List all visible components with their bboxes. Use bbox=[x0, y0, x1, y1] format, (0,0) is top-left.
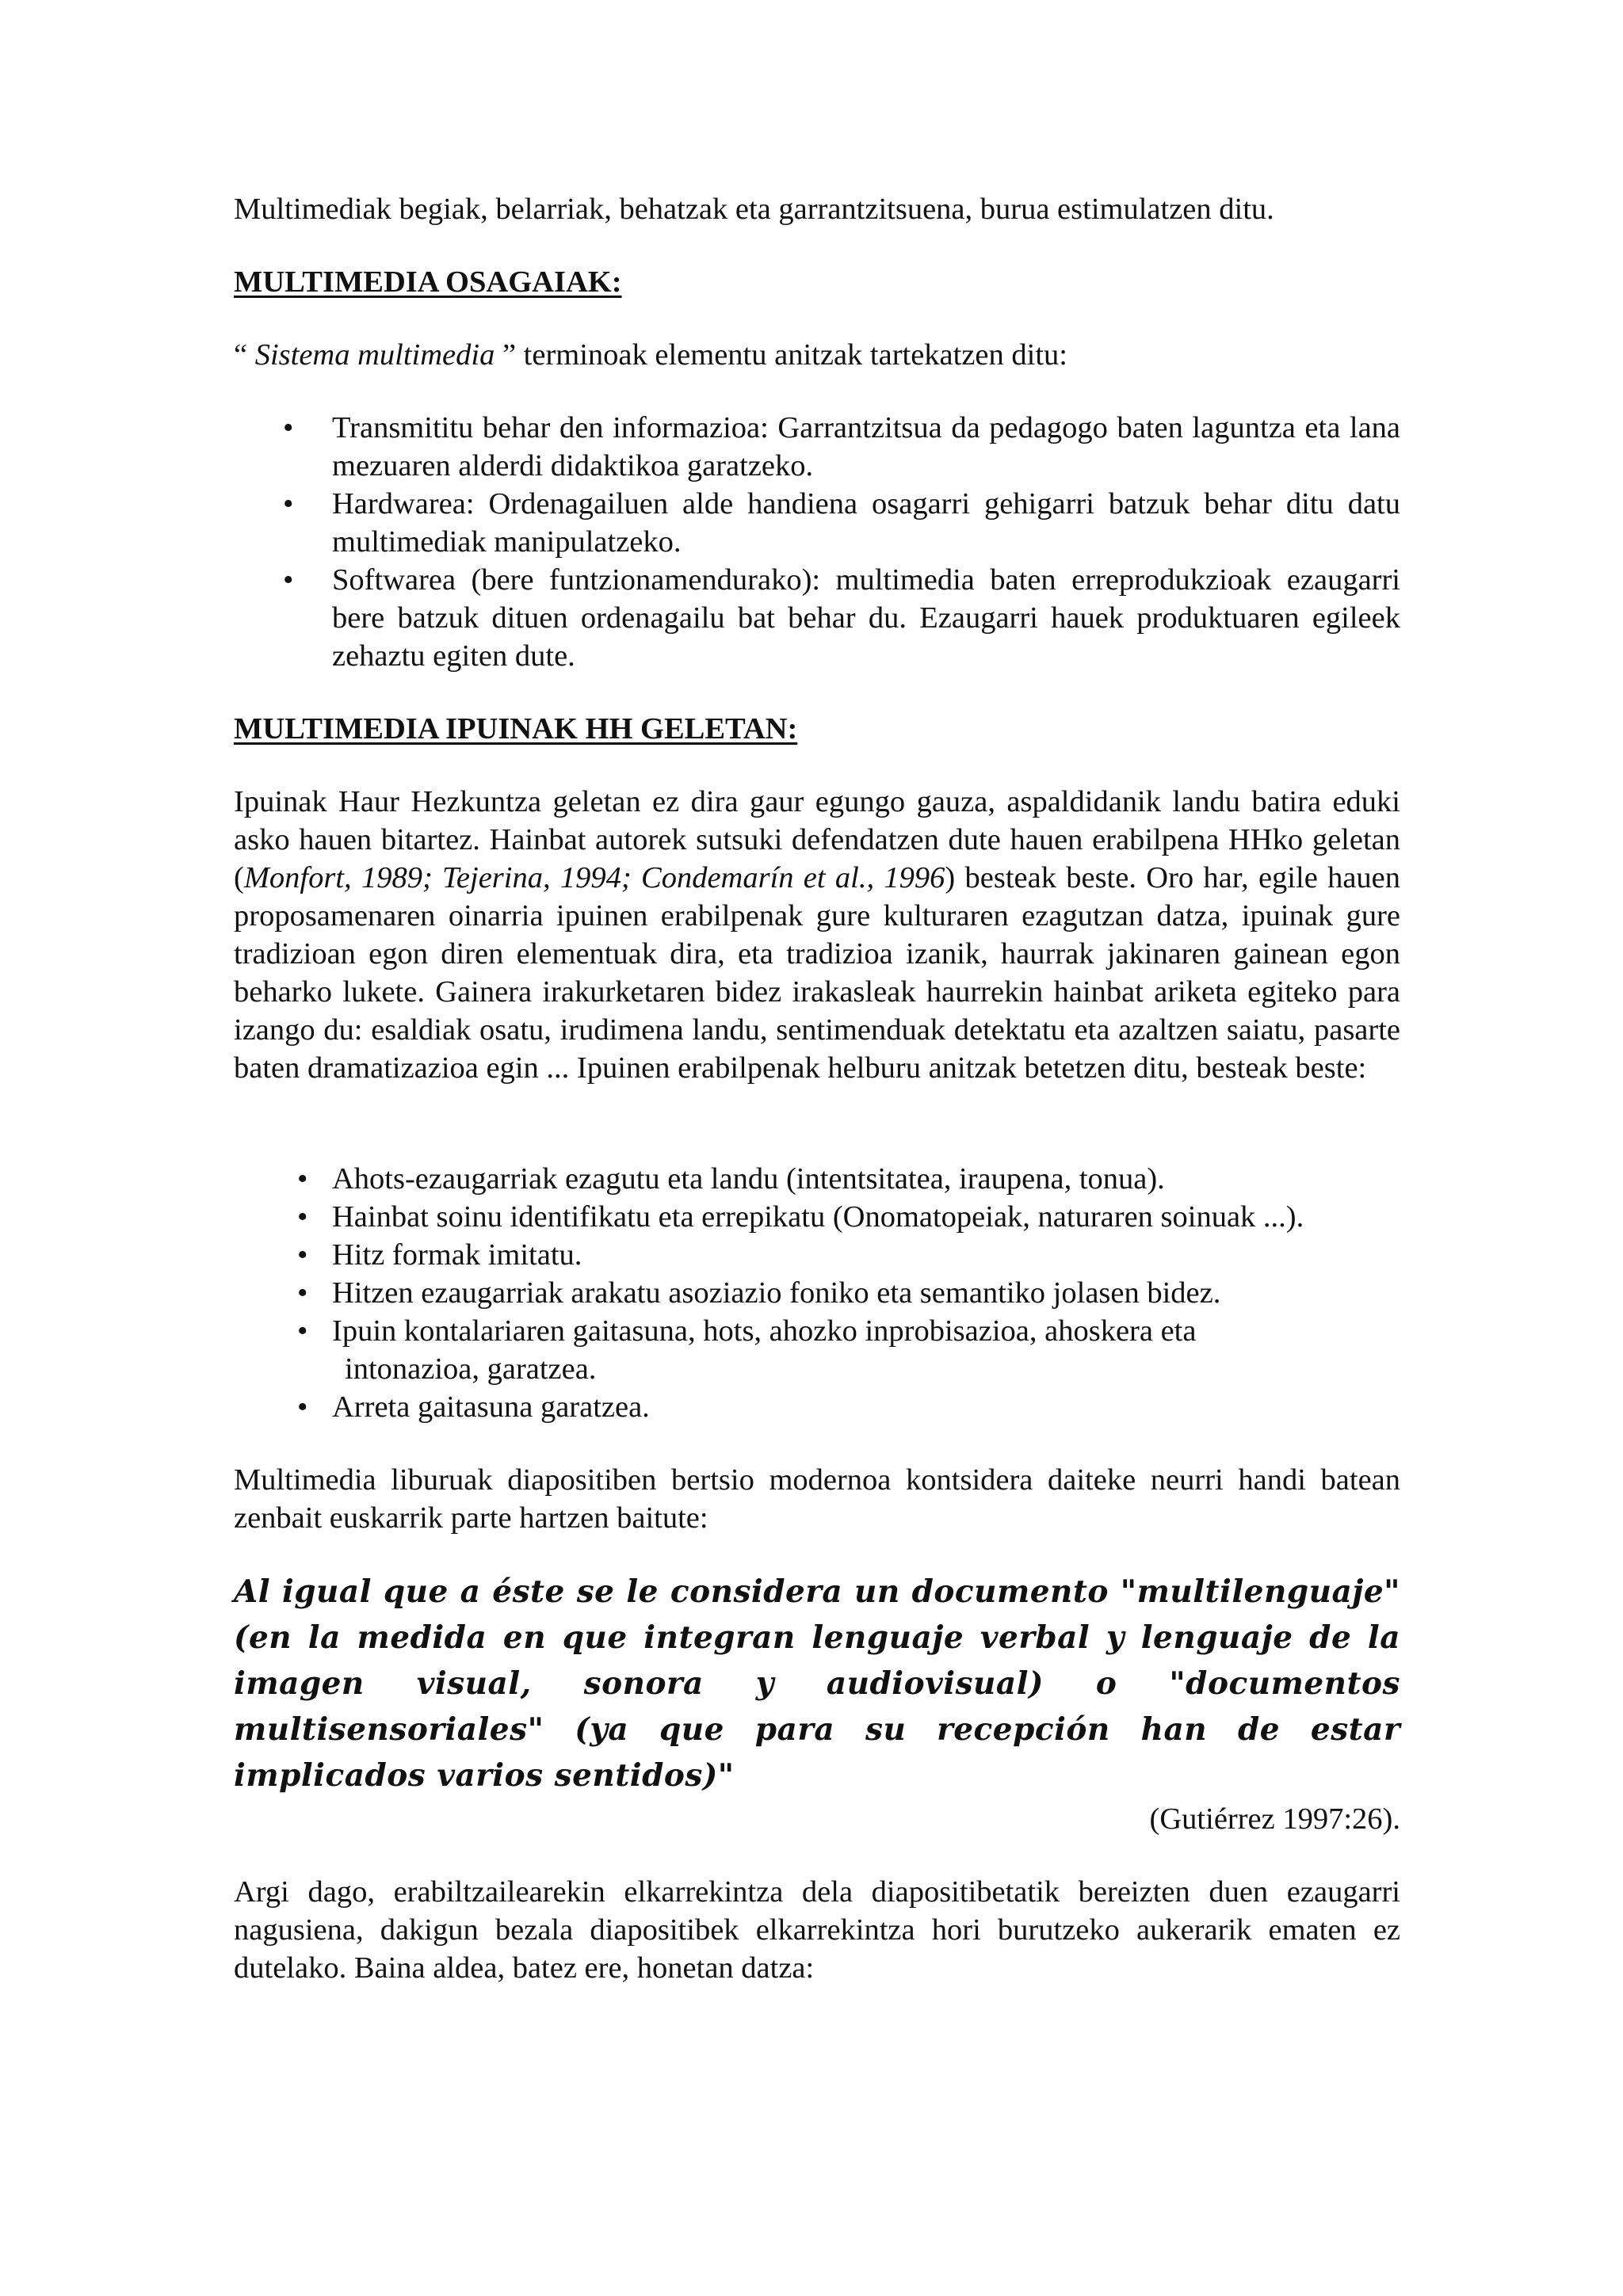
body-paragraph-liburuak: Multimedia liburuak diapositiben bertsio modernoa kontsidera daiteke neurri handi batean zenbait euskarrik parte hartzen baitute: bbox=[234, 1463, 1400, 1535]
goals-list bbox=[234, 1160, 1400, 1426]
list-item-text: Hitzen ezaugarriak arakatu asoziazio foniko eta semantiko jolasen bidez. bbox=[332, 1276, 1221, 1310]
bullet-icon: • bbox=[297, 1276, 308, 1310]
bullet-icon: • bbox=[297, 1162, 308, 1196]
lead-open-quote: “ bbox=[234, 338, 255, 372]
list-item-text: Softwarea (bere funtzionamendurako): multimedia baten erreprodukzioak ezaugarri bere batzuk dituen ordenagailu bat behar du. Ezaugarri hauek produktuaren egileek zehaztu egiten dute. bbox=[332, 563, 1400, 673]
section-heading-osagaiak: MULTIMEDIA OSAGAIAK: bbox=[234, 265, 622, 299]
bullet-icon: • bbox=[297, 1200, 308, 1234]
list-item bbox=[234, 1160, 1400, 1198]
list-item-text: Transmititu behar den informazioa: Garrantzitsua da pedagogo baten laguntza eta lana mezuaren alderdi didaktikoa garatzeko. bbox=[332, 411, 1400, 482]
list-item-text: Hardwarea: Ordenagailuen alde handiena osagarri gehigarri batzuk behar ditu datu multimediak manipulatzeko. bbox=[332, 487, 1400, 559]
block-quote: Al igual que a éste se le considera un documento "multilenguaje" (en la medida en que integran lenguaje verbal y lenguaje de la imagen visual, sonora y audiovisual) o "documentos multisensoriales" (ya que para su recepción han de estar implicados varios sentidos)" bbox=[234, 1573, 1400, 1794]
list-item-text: Arreta gaitasuna garatzea. bbox=[332, 1390, 650, 1424]
list-item bbox=[234, 1274, 1400, 1312]
bullet-icon: • bbox=[297, 1238, 308, 1272]
body-paragraph-ipuinak bbox=[234, 783, 1400, 1087]
list-item bbox=[234, 561, 1400, 675]
section-heading-ipuinak: MULTIMEDIA IPUINAK HH GELETAN: bbox=[234, 712, 798, 746]
para-text-after: ) besteak beste. Oro har, egile hauen proposamenaren oinarria ipuinen erabilpenak gure kulturaren ezagutzan datza, ipuinak gure tradizioan egon diren elementuak dira, eta tradizioa izanik, haurrak jakinaren gainean egon beharko lukete. Gainera irakurketaren bidez irakasleak haurrekin hainbat ariketa egiteko para izango du: esaldiak osatu, irudimena landu, sentimenduak detektatu eta azaltzen saiatu, pasarte baten dramatizazioa egin ... Ipuinen erabilpenak helburu anitzak betetzen ditu, besteak beste: bbox=[234, 861, 1401, 1085]
para-references: Monfort, 1989; Tejerina, 1994; Condemarín et al., 1996 bbox=[243, 861, 945, 894]
intro-paragraph: Multimediak begiak, belarriak, behatzak eta garrantzitsuena, burua estimulatzen ditu. bbox=[234, 193, 1274, 226]
bullet-icon: • bbox=[283, 487, 294, 521]
bullet-icon: • bbox=[283, 411, 294, 444]
bullet-icon: • bbox=[283, 563, 294, 597]
para-text-before: Ipuinak Haur Hezkuntza geletan ez dira gaur egungo gauza, aspaldidanik landu batira eduki asko hauen bitartez. Hainbat autorek sutsuki defendatzen dute hauen erabilpena HHko geletan ( bbox=[234, 785, 1400, 894]
list-item bbox=[234, 1388, 1400, 1426]
list-item bbox=[234, 485, 1400, 561]
document-page bbox=[234, 190, 1400, 1987]
list-item-text: Hainbat soinu identifikatu eta errepikatu (Onomatopeiak, naturaren soinuak ...). bbox=[332, 1200, 1304, 1234]
body-paragraph-elkarrekintza: Argi dago, erabiltzailearekin elkarrekintza dela diapositibetatik bereizten duen ezaugarri nagusiena, dakigun bezala diapositibek elkarrekintza hori burutzeko aukerarik ematen ez dutelako. Baina aldea, batez ere, honetan datza: bbox=[234, 1875, 1400, 1985]
list-item-text: Hitz formak imitatu. bbox=[332, 1238, 582, 1272]
list-item-text: Ahots-ezaugarriak ezagutu eta landu (intentsitatea, iraupena, tonua). bbox=[332, 1162, 1165, 1196]
list-item bbox=[234, 1236, 1400, 1274]
lead-paragraph bbox=[234, 336, 1400, 374]
list-item-text: Ipuin kontalariaren gaitasuna, hots, ahozko inprobisazioa, ahoskera eta bbox=[332, 1314, 1197, 1348]
list-item-text-continuation: intonazioa, garatzea. bbox=[345, 1352, 597, 1386]
components-list bbox=[234, 409, 1400, 675]
list-item bbox=[234, 409, 1400, 485]
list-item bbox=[234, 1198, 1400, 1236]
quote-citation: (Gutiérrez 1997:26). bbox=[1149, 1802, 1400, 1836]
bullet-icon: • bbox=[297, 1314, 308, 1348]
list-item bbox=[234, 1312, 1400, 1388]
lead-rest: ” terminoak elementu anitzak tartekatzen ditu: bbox=[495, 338, 1067, 372]
lead-term: Sistema multimedia bbox=[254, 338, 495, 372]
bullet-icon: • bbox=[297, 1390, 308, 1424]
